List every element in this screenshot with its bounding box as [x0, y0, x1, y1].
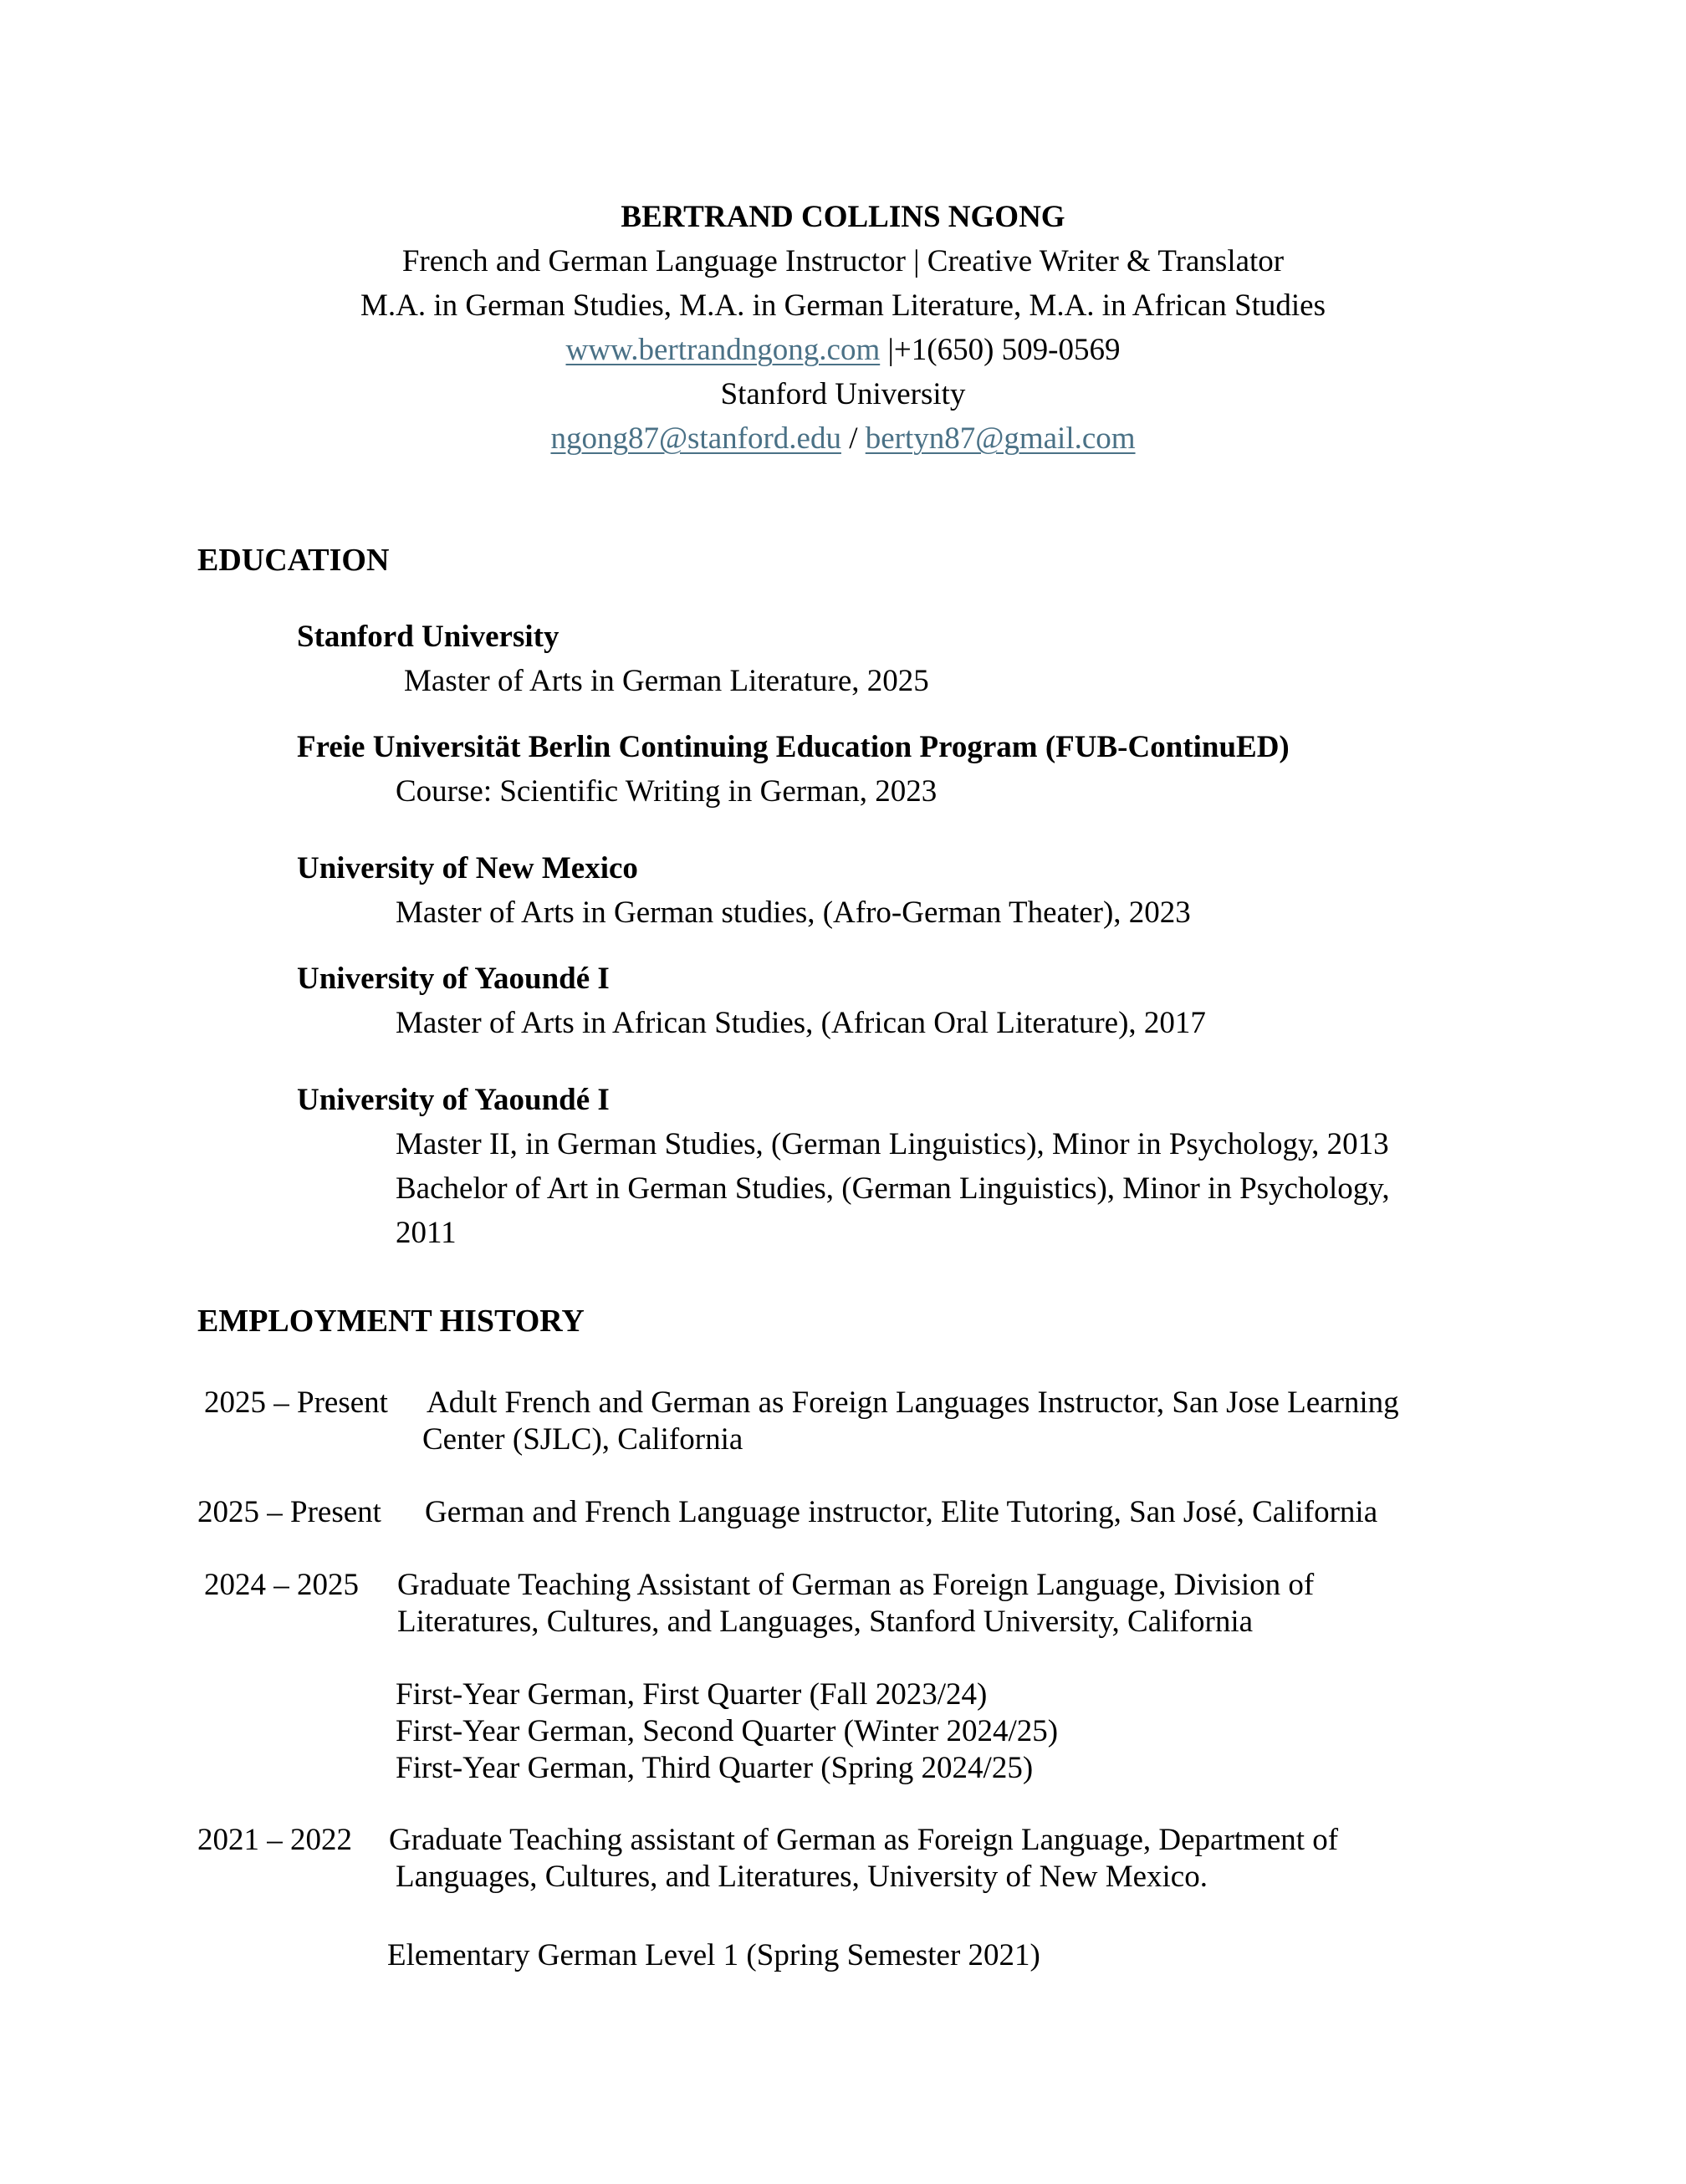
contact-emails	[0, 421, 1686, 457]
contact-website-phone	[0, 332, 1686, 369]
affiliation: Stanford University	[720, 377, 966, 411]
email-link-stanford[interactable]: ngong87@stanford.edu	[550, 421, 841, 456]
education-institution: University of Yaoundé I	[297, 962, 610, 996]
education-institution: University of Yaoundé I	[297, 1083, 610, 1117]
candidate-name: BERTRAND COLLINS NGONG	[621, 200, 1065, 234]
employment-role: Graduate Teaching assistant of German as Foreign Language, Department of	[389, 1823, 1339, 1857]
education-detail: Master of Arts in German studies, (Afro-German Theater), 2023	[396, 896, 1191, 930]
professional-title: French and German Language Instructor | Creative Writer & Translator	[401, 244, 1285, 278]
employment-role: Graduate Teaching Assistant of German as Foreign Language, Division of	[397, 1568, 1315, 1602]
course-item: First-Year German, Second Quarter (Winter 2024/25)	[396, 1714, 1059, 1748]
education-detail: Master of Arts in German Literature, 2025	[404, 664, 929, 698]
employment-role: German and French Language instructor, Elite Tutoring, San José, California	[425, 1495, 1378, 1529]
education-detail: Master of Arts in African Studies, (African Oral Literature), 2017	[396, 1006, 1206, 1040]
education-detail: Master II, in German Studies, (German Linguistics), Minor in Psychology, 2013	[396, 1127, 1389, 1161]
education-heading: EDUCATION	[197, 543, 390, 578]
education-institution: Stanford University	[297, 620, 559, 654]
employment-role: Literatures, Cultures, and Languages, Stanford University, California	[397, 1605, 1254, 1639]
degrees-summary: M.A. in German Studies, M.A. in German Literature, M.A. in African Studies	[360, 288, 1326, 323]
website-link[interactable]: www.bertrandngong.com	[565, 333, 881, 367]
employment-dates: 2024 – 2025	[204, 1568, 359, 1602]
employment-dates: 2021 – 2022	[197, 1823, 352, 1857]
education-institution: University of New Mexico	[297, 851, 638, 885]
employment-heading: EMPLOYMENT HISTORY	[197, 1304, 585, 1339]
phone-number: |+1(650) 509-0569	[880, 333, 1121, 367]
education-institution: Freie Universität Berlin Continuing Education Program (FUB-ContinuED)	[297, 730, 1290, 764]
employment-role: Languages, Cultures, and Literatures, University of New Mexico.	[396, 1860, 1208, 1894]
email-separator: /	[840, 421, 866, 456]
employment-role: Center (SJLC), California	[422, 1422, 743, 1457]
education-detail: Bachelor of Art in German Studies, (German Linguistics), Minor in Psychology,	[396, 1171, 1390, 1206]
employment-role: Adult French and German as Foreign Languages Instructor, San Jose Learning	[427, 1385, 1399, 1420]
email-link-gmail[interactable]: bertyn87@gmail.com	[865, 421, 1136, 456]
course-item: First-Year German, Third Quarter (Spring 2024/25)	[396, 1751, 1034, 1785]
education-detail: 2011	[396, 1216, 457, 1250]
course-item: First-Year German, First Quarter (Fall 2023/24)	[396, 1677, 988, 1712]
employment-dates: 2025 – Present	[204, 1385, 388, 1420]
employment-dates: 2025 – Present	[197, 1495, 381, 1529]
course-item: Elementary German Level 1 (Spring Semester 2021)	[387, 1938, 1040, 1972]
education-detail: Course: Scientific Writing in German, 2023	[396, 774, 938, 809]
